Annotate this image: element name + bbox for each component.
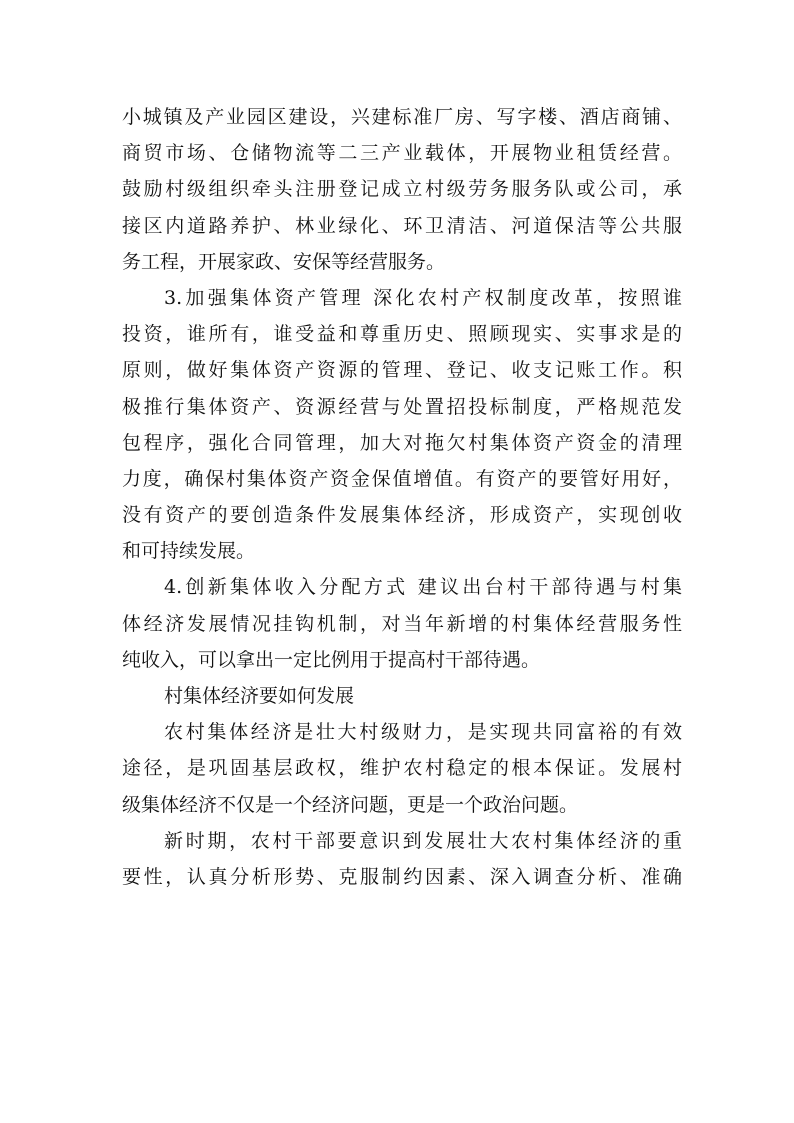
section-title: 村集体经济要如何发展 — [164, 685, 355, 707]
text-line: 极推行集体资产、资源经营与处置招投标制度，严格规范发 — [122, 395, 682, 418]
text-line: 鼓励村级组织牵头注册登记成立村级劳务服务队或公司，承 — [122, 178, 682, 201]
section-heading-line: 3.加强集体资产管理 深化农村产权制度改革，按照谁 — [164, 286, 682, 309]
document-body — [122, 99, 682, 895]
text-line: 和可持续发展。 — [122, 540, 256, 563]
text-line: 体经济发展情况挂钩机制，对当年新增的村集体经营服务性 — [122, 612, 682, 635]
text-line: 没有资产的要创造条件发展集体经济，形成资产，实现创收 — [122, 504, 682, 527]
text-line: 要性，认真分析形势、克服制约因素、深入调查分析、准确 — [122, 865, 682, 888]
text-line: 务工程，开展家政、安保等经营服务。 — [122, 250, 446, 273]
text-line: 级集体经济不仅是一个经济问题，更是一个政治问题。 — [122, 793, 579, 816]
text-line: 商贸市场、仓储物流等二三产业载体，开展物业租赁经营。 — [122, 142, 682, 165]
text-line: 农村集体经济是壮大村级财力，是实现共同富裕的有效 — [164, 721, 682, 744]
text-line: 新时期，农村干部要意识到发展壮大农村集体经济的重 — [164, 829, 682, 852]
text-line: 力度，确保村集体资产资金保值增值。有资产的要管好用好， — [122, 467, 682, 490]
text-line: 原则，做好集体资产资源的管理、登记、收支记账工作。积 — [122, 359, 682, 382]
text-line: 小城镇及产业园区建设，兴建标准厂房、写字楼、酒店商铺、 — [122, 106, 682, 128]
text-line: 包程序，强化合同管理，加大对拖欠村集体资产资金的清理 — [122, 431, 682, 454]
text-line: 纯收入，可以拿出一定比例用于提高村干部待遇。 — [122, 648, 541, 671]
text-line: 投资，谁所有，谁受益和尊重历史、照顾现实、实事求是的 — [122, 323, 682, 346]
text-line: 途径，是巩固基层政权，维护农村稳定的根本保证。发展村 — [122, 757, 682, 780]
text-line: 接区内道路养护、林业绿化、环卫清洁、河道保洁等公共服 — [122, 214, 682, 237]
section-heading-line: 4.创新集体收入分配方式 建议出台村干部待遇与村集 — [164, 576, 682, 599]
